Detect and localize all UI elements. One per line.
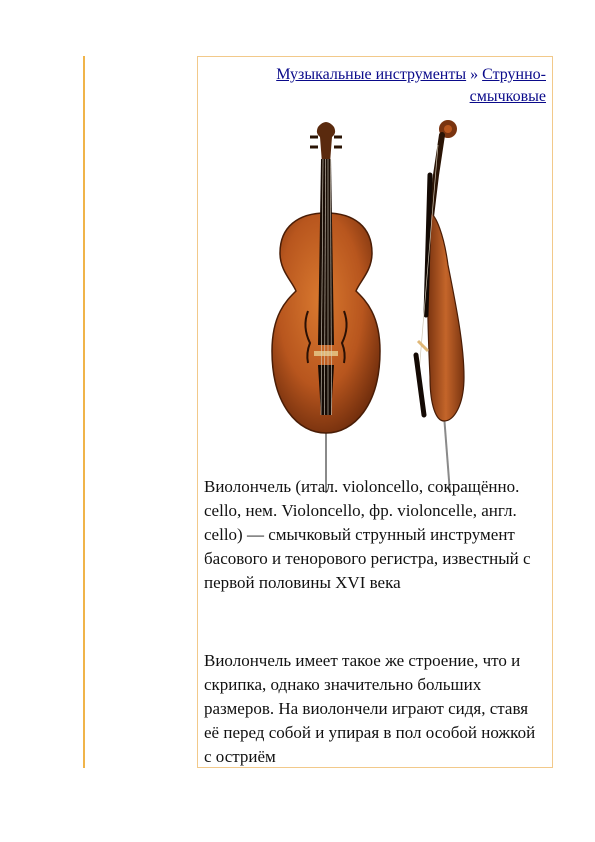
breadcrumb-link-subcategory[interactable] (470, 66, 546, 105)
cello-side-view (416, 120, 464, 493)
content-frame (197, 56, 553, 768)
left-margin-rule (83, 56, 85, 768)
construction-paragraph: Виолончель имеет такое же строение, что и скрипка, однако значительно больших размеров. На виолончели играют сидя, ставя её перед собой и упирая в пол особой ножкой с остриём (204, 651, 536, 766)
cello-front-view (272, 122, 380, 493)
breadcrumb-subcategory-line1: Струнно- (482, 66, 546, 83)
breadcrumb-subcategory-line2: смычковые (469, 88, 546, 105)
cello-image (258, 115, 488, 500)
description-paragraph: Виолончель (итал. violoncello, сокращённо. cello, нем. Violoncello, фр. violoncelle, англ. cello) — смычковый струнный инструмент басового и тенорового регистра, известный с первой половины XVI века (204, 477, 531, 592)
breadcrumb-link-category[interactable]: Музыкальные инструменты (276, 66, 467, 83)
breadcrumb-separator: » (470, 66, 479, 83)
breadcrumb (216, 64, 546, 108)
